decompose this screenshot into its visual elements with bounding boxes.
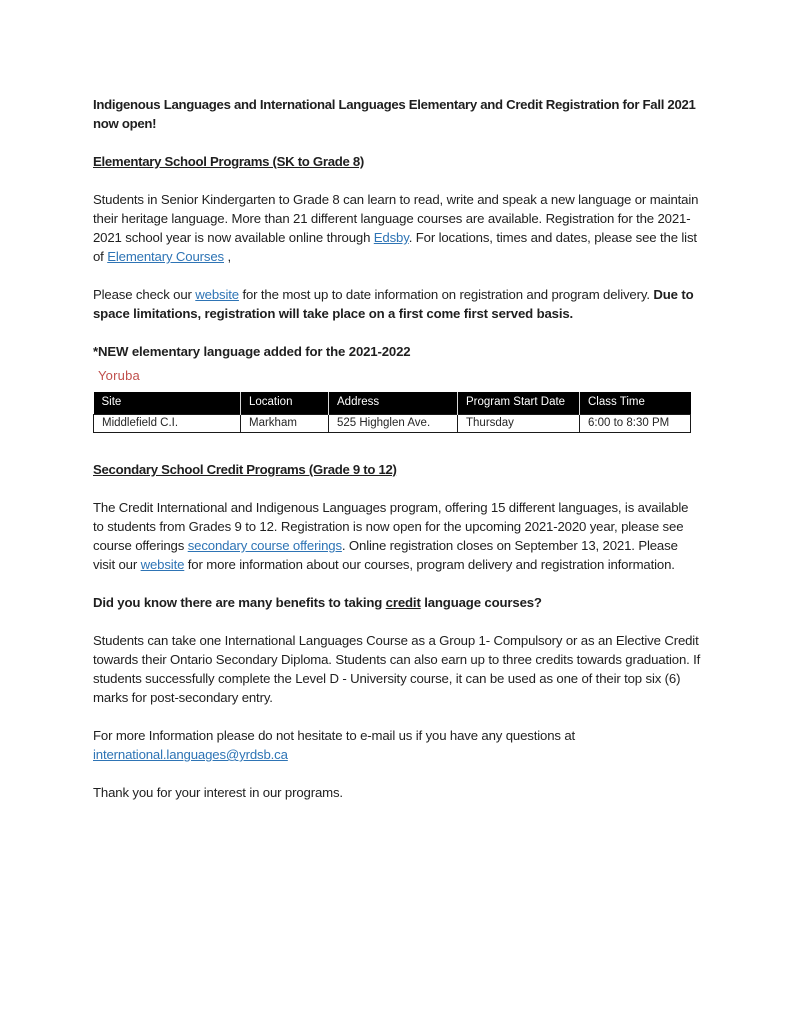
schedule-table — [93, 392, 691, 433]
text-segment: The Credit International and Indigenous Languages program, offering 15 different languages, is available to students from Grades 9 to 12. Registration is now open for the upcoming 2021-2020 year, please see course offerings — [93, 500, 689, 553]
column-header-address: Address — [329, 392, 458, 415]
table-header-row — [94, 392, 691, 415]
closing-text: Thank you for your interest in our programs. — [93, 785, 343, 800]
elementary-programs-heading: Elementary School Programs (SK to Grade 8) — [93, 154, 365, 169]
email-link[interactable]: international.languages@yrdsb.ca — [93, 747, 288, 762]
text-segment: For more Information please do not hesitate to e-mail us if you have any questions at — [93, 728, 576, 743]
elementary-programs-paragraph — [93, 190, 701, 266]
elementary-courses-link[interactable]: Elementary Courses — [107, 249, 224, 264]
text-segment: for the most up to date information on registration and program delivery. — [238, 287, 654, 302]
document-content — [93, 95, 701, 821]
new-language-name: Yoruba — [98, 368, 140, 383]
table-row — [94, 415, 691, 433]
secondary-programs-paragraph — [93, 498, 701, 574]
column-header-site: Site — [94, 392, 241, 415]
table-cell-class-time: 6:00 to 8:30 PM — [580, 415, 691, 433]
text-segment: Due to space limitations, registration will take place on a first come first served basis. — [93, 287, 694, 321]
website-info-paragraph — [93, 285, 701, 323]
text-segment: . For locations, times and dates, please see the list of — [93, 230, 697, 264]
text-segment: for more information about our courses, program delivery and registration information. — [184, 557, 675, 572]
column-header-class-time: Class Time — [580, 392, 691, 415]
table-cell-address: 525 Highglen Ave. — [329, 415, 458, 433]
column-header-program-start-date: Program Start Date — [458, 392, 580, 415]
table-cell-location: Markham — [241, 415, 329, 433]
text-segment: , — [224, 249, 232, 264]
website-link-secondary[interactable]: website — [140, 557, 185, 572]
table-cell-site: Middlefield C.I. — [94, 415, 241, 433]
text-segment: Did you know there are many benefits to taking — [93, 595, 386, 610]
text-segment: language courses? — [420, 595, 542, 610]
new-language-note: *NEW elementary language added for the 2021-2022 — [93, 344, 411, 359]
benefits-paragraph: Students can take one International Languages Course as a Group 1- Compulsory or as an Elective Credit towards their Ontario Secondary Diploma. Students can also earn up to three credits towards graduation. If students successfully complete the Level D - University course, it can be used as one of their top six (6) marks for post-secondary entry. — [93, 633, 701, 705]
column-header-location: Location — [241, 392, 329, 415]
document-title: Indigenous Languages and International Languages Elementary and Credit Registration for Fall 2021 now open! — [93, 97, 696, 131]
text-segment: credit — [385, 595, 421, 610]
website-link[interactable]: website — [195, 287, 239, 302]
secondary-programs-heading: Secondary School Credit Programs (Grade 9 to 12) — [93, 462, 397, 477]
contact-paragraph — [93, 726, 701, 764]
text-segment: Please check our — [93, 287, 196, 302]
benefits-question — [93, 593, 701, 612]
secondary-course-offerings-link[interactable]: secondary course offerings — [187, 538, 342, 553]
edsby-link[interactable]: Edsby — [373, 230, 409, 245]
table-cell-start-date: Thursday — [458, 415, 580, 433]
text-segment: Students in Senior Kindergarten to Grade 8 can learn to read, write and speak a new language or maintain their heritage language. More than 21 different language courses are available. Registration for the 2021-2021 school year is now available online through — [93, 192, 699, 245]
text-segment: . Online registration closes on September 13, 2021. Please visit our — [93, 538, 678, 572]
